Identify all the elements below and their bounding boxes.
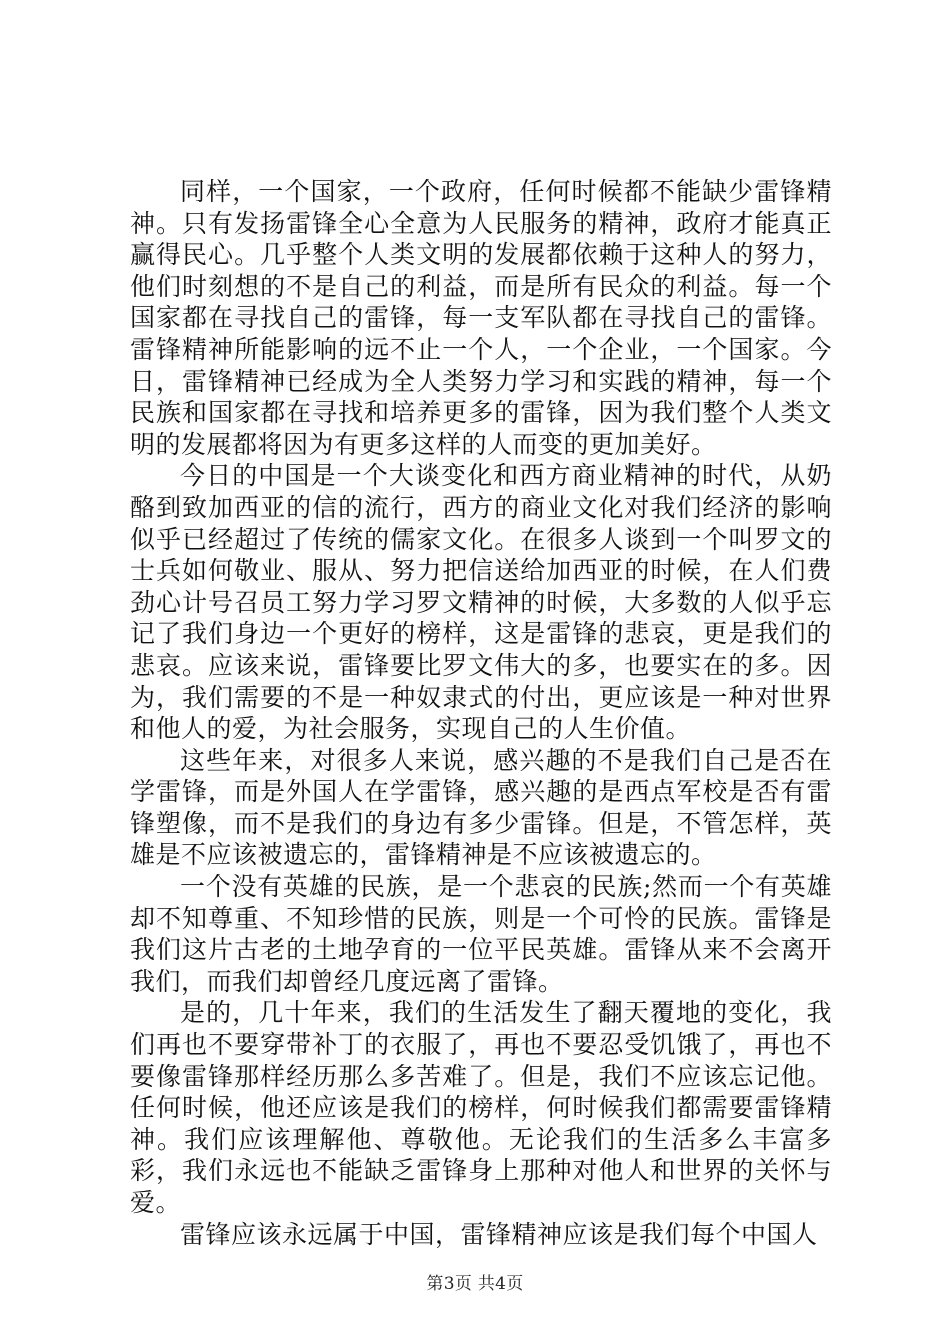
paragraph: 这些年来，对很多人来说，感兴趣的不是我们自己是否在学雷锋，而是外国人在学雷锋，感兴趣的是西点军校是否有雷锋塑像，而不是我们的身边有多少雷锋。但是，不管怎样，英雄是不应该被遗忘的，雷锋精神是不应该被遗忘的。: [130, 745, 832, 870]
page-number: 第3页 共4页: [426, 1274, 524, 1294]
paragraph: 同样，一个国家，一个政府，任何时候都不能缺少雷锋精神。只有发扬雷锋全心全意为人民服务的精神，政府才能真正赢得民心。几乎整个人类文明的发展都依赖于这种人的努力，他们时刻想的不是自己的利益，而是所有民众的利益。每一个国家都在寻找自己的雷锋，每一支军队都在寻找自己的雷锋。雷锋精神所能影响的远不止一个人，一个企业，一个国家。今日，雷锋精神已经成为全人类努力学习和实践的精神，每一个民族和国家都在寻找和培养更多的雷锋，因为我们整个人类文明的发展都将因为有更多这样的人而变的更加美好。: [130, 177, 832, 459]
paragraph: 一个没有英雄的民族，是一个悲哀的民族;然而一个有英雄却不知尊重、不知珍惜的民族，则是一个可怜的民族。雷锋是我们这片古老的土地孕育的一位平民英雄。雷锋从来不会离开我们，而我们却曾经几度远离了雷锋。: [130, 872, 832, 996]
page-footer: [0, 1273, 950, 1295]
body-text: [130, 176, 832, 1250]
paragraph: 是的，几十年来，我们的生活发生了翻天覆地的变化，我们再也不要穿带补丁的衣服了，再也不要忍受饥饿了，再也不要像雷锋那样经历那么多苦难了。但是，我们不应该忘记他。任何时候，他还应该是我们的榜样，何时候我们都需要雷锋精神。我们应该理解他、尊敬他。无论我们的生活多么丰富多彩，我们永远也不能缺乏雷锋身上那种对他人和世界的关怀与爱。: [130, 998, 832, 1217]
paragraph: 今日的中国是一个大谈变化和西方商业精神的时代，从奶酪到致加西亚的信的流行，西方的商业文化对我们经济的影响似乎已经超过了传统的儒家文化。在很多人谈到一个叫罗文的士兵如何敬业、服从、努力把信送给加西亚的时候，在人们费劲心计号召员工努力学习罗文精神的时候，大多数的人似乎忘记了我们身边一个更好的榜样，这是雷锋的悲哀，更是我们的悲哀。应该来说，雷锋要比罗文伟大的多，也要实在的多。因为，我们需要的不是一种奴隶式的付出，更应该是一种对世界和他人的爱，为社会服务，实现自己的人生价值。: [130, 461, 832, 744]
paragraph: 雷锋应该永远属于中国，雷锋精神应该是我们每个中国人: [180, 1219, 818, 1249]
